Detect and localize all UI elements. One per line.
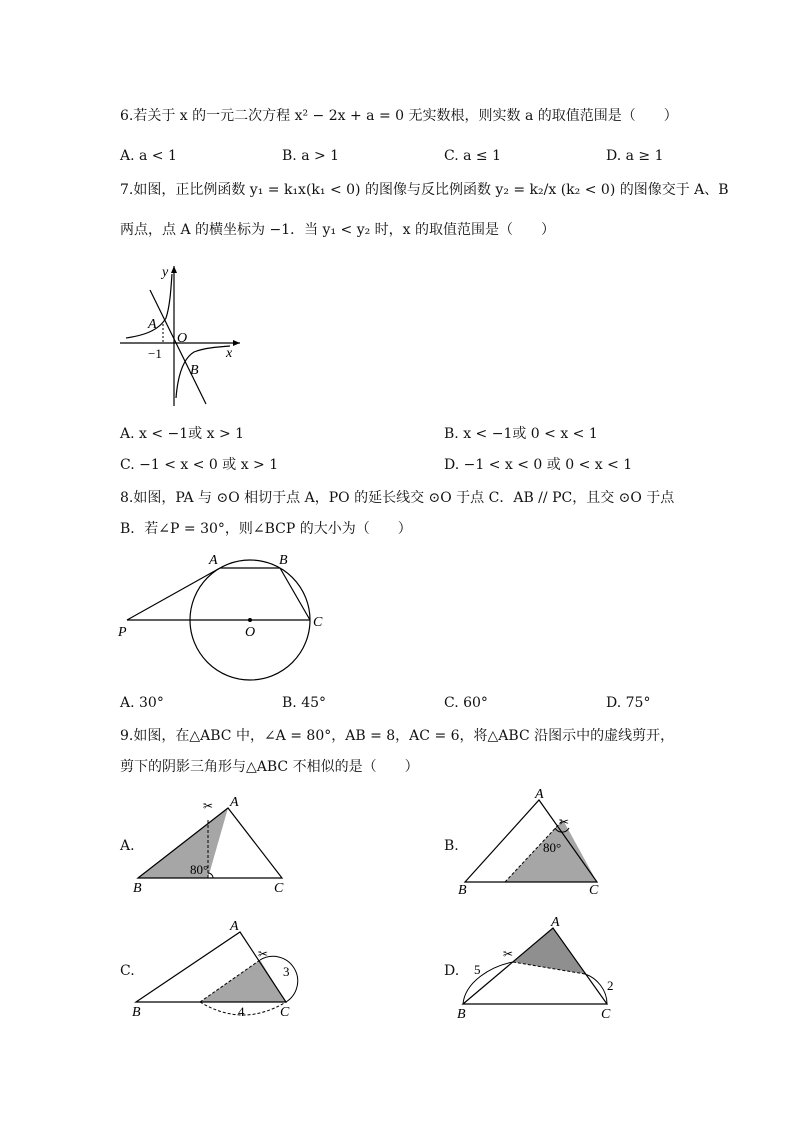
q9a-label-angle: 80° bbox=[190, 862, 209, 877]
q6-stem: 6.若关于 x 的一元二次方程 x² − 2x + a = 0 无实数根，则实数 a 的取值范围是（ ） bbox=[120, 108, 678, 124]
q7-label-a: A bbox=[148, 317, 157, 332]
q9-stem-line1: 9.如图，在△ABC 中，∠A = 80°，AB = 8，AC = 6，将△ABC 沿图示中的虚线剪开， bbox=[120, 728, 675, 744]
q7-stem-line2: 两点，点 A 的横坐标为 −1．当 y₁ < y₂ 时，x 的取值范围是（ ） bbox=[120, 222, 556, 238]
q6-option-b: B. a > 1 bbox=[282, 148, 340, 164]
q9d-scissors-icon: ✂ bbox=[503, 947, 514, 961]
q9b-label-angle: 80° bbox=[543, 840, 562, 855]
q9d-label-5: 5 bbox=[474, 962, 481, 977]
q9d-label-c: C bbox=[601, 1007, 611, 1022]
q8-label-c: C bbox=[313, 615, 323, 630]
q8-stem-line1: 8.如图，PA 与 ⊙O 相切于点 A，PO 的延长线交 ⊙O 于点 C．AB // PC，且交 ⊙O 于点 bbox=[120, 490, 675, 506]
q7-option-d: D. −1 < x < 0 或 0 < x < 1 bbox=[444, 457, 633, 473]
q9c-label-c: C bbox=[280, 1005, 290, 1020]
q6-option-d: D. a ≥ 1 bbox=[606, 148, 664, 164]
q7-option-b: B. x < −1或 0 < x < 1 bbox=[444, 426, 598, 442]
q9-figure-d bbox=[455, 914, 630, 1026]
q9-figure-b bbox=[455, 786, 615, 901]
q9b-label-b: B bbox=[458, 883, 467, 898]
q8-option-b: B. 45° bbox=[282, 695, 327, 711]
q9d-label-a: A bbox=[551, 915, 560, 930]
q9-figure-d-option: D. bbox=[444, 963, 460, 979]
q7-label-x: x bbox=[226, 346, 233, 361]
q7-option-a: A. x < −1或 x > 1 bbox=[120, 426, 245, 442]
q8-option-d: D. 75° bbox=[606, 695, 651, 711]
q9a-label-b: B bbox=[133, 881, 142, 896]
q8-option-a: A. 30° bbox=[120, 695, 164, 711]
q8-circle-figure bbox=[112, 548, 337, 688]
q9d-label-2: 2 bbox=[607, 978, 614, 993]
q9b-scissors-icon: ✂ bbox=[559, 815, 570, 829]
q9a-label-a: A bbox=[230, 795, 239, 810]
q9c-label-a: A bbox=[230, 919, 239, 934]
q7-label-o: O bbox=[177, 331, 188, 346]
q9a-scissors-icon: ✂ bbox=[203, 799, 214, 813]
q8-option-c: C. 60° bbox=[444, 695, 488, 711]
q9-stem-line2: 剪下的阴影三角形与△ABC 不相似的是（ ） bbox=[120, 759, 419, 775]
q7-option-c: C. −1 < x < 0 或 x > 1 bbox=[120, 457, 279, 473]
q9-figure-c-option: C. bbox=[120, 963, 135, 979]
q7-label-y: y bbox=[162, 265, 169, 280]
q6-option-a: A. a < 1 bbox=[120, 148, 177, 164]
q8-label-o: O bbox=[245, 625, 256, 640]
q9-figure-c bbox=[130, 916, 310, 1026]
q9-figure-a bbox=[130, 790, 300, 900]
q8-stem-line2: B．若∠P = 30°，则∠BCP 的大小为（ ） bbox=[120, 521, 412, 537]
q9c-label-3: 3 bbox=[283, 964, 290, 979]
q9b-label-c: C bbox=[589, 883, 599, 898]
q9c-scissors-icon: ✂ bbox=[258, 947, 269, 961]
q8-label-b: B bbox=[279, 553, 288, 568]
q9-figure-b-option: B. bbox=[444, 838, 459, 854]
q6-option-c: C. a ≤ 1 bbox=[444, 148, 501, 164]
q9d-label-b: B bbox=[457, 1007, 466, 1022]
q9b-label-a: A bbox=[535, 787, 544, 802]
q7-stem-line1: 7.如图，正比例函数 y₁ = k₁x(k₁ < 0) 的图像与反比例函数 y₂ = k₂/x (k₂ < 0) 的图像交于 A、B bbox=[120, 182, 729, 198]
q9c-label-4: 4 bbox=[238, 1004, 245, 1019]
q8-label-a: A bbox=[209, 553, 218, 568]
q7-label-minus1: −1 bbox=[148, 346, 162, 361]
q9a-label-c: C bbox=[274, 881, 284, 896]
q8-label-p: P bbox=[118, 625, 127, 640]
q9c-label-b: B bbox=[132, 1005, 141, 1020]
q7-graph-figure bbox=[112, 258, 252, 408]
q9-figure-a-option: A. bbox=[120, 838, 135, 854]
q7-label-b: B bbox=[190, 363, 199, 378]
